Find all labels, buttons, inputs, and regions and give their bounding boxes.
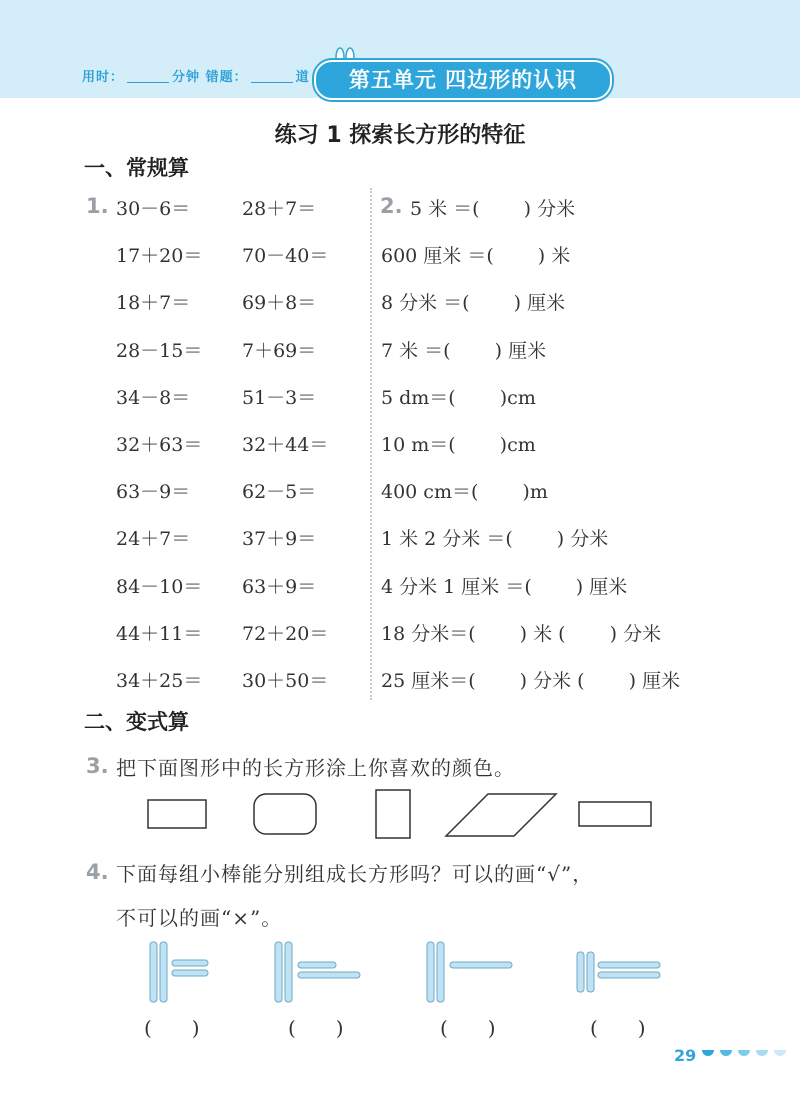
conversion-item-11: 25 厘米＝( ) 分米 ( ) 厘米 — [381, 670, 681, 692]
conversion-item-3: 8 分米 ＝( ) 厘米 — [381, 292, 566, 315]
exercise-col-b-11: 30＋50＝ — [242, 670, 329, 692]
shape-tall-rectangle[interactable] — [376, 790, 410, 838]
section-heading-1: 一、常规算 — [84, 156, 189, 180]
errors-blank — [251, 70, 293, 83]
exercise-col-a-8: 24＋7＝ — [116, 528, 191, 551]
conversion-item-7: 400 cm＝( )m — [381, 481, 548, 504]
exercise-col-a-1: 30－6＝ — [116, 198, 191, 220]
exercise-col-a-10: 44＋11＝ — [116, 622, 203, 645]
stick-group-4 — [577, 952, 660, 992]
exercise-col-a-3: 18＋7＝ — [116, 292, 191, 315]
answer-blank-1[interactable]: ( ) — [144, 1016, 200, 1040]
shapes-row — [0, 780, 800, 850]
exercise-col-b-5: 51－3＝ — [242, 386, 317, 409]
exercise-col-a-5: 34－8＝ — [116, 386, 191, 409]
conversion-item-4: 7 米 ＝( ) 厘米 — [381, 339, 547, 362]
page-decoration-icon — [700, 1048, 792, 1062]
count-unit: 道 — [295, 70, 310, 85]
exercise-col-b-10: 72＋20＝ — [242, 622, 329, 645]
exercise-col-a-7: 63－9＝ — [116, 481, 191, 504]
stick-group-1 — [150, 942, 208, 1002]
question-3-number: 3. — [86, 754, 109, 778]
exercise-col-a-4: 28－15＝ — [116, 339, 203, 362]
answer-blank-4[interactable]: ( ) — [590, 1016, 646, 1040]
shape-parallelogram[interactable] — [446, 794, 556, 836]
stick-group-3 — [427, 942, 512, 1002]
conversion-item-1: 5 米 ＝( ) 分米 — [410, 198, 576, 220]
conversion-item-10: 18 分米＝( ) 米 ( ) 分米 — [381, 622, 662, 645]
exercise-col-b-9: 63＋9＝ — [242, 575, 317, 598]
conversion-item-9: 4 分米 1 厘米 ＝( ) 厘米 — [381, 575, 628, 598]
shape-rounded-rectangle[interactable] — [254, 794, 316, 834]
exercise-col-b-2: 70－40＝ — [242, 245, 329, 268]
sticks-row — [0, 938, 800, 1008]
progress-meta — [82, 66, 310, 85]
conversion-item-8: 1 米 2 分米 ＝( ) 分米 — [381, 528, 609, 551]
question-3-text: 把下面图形中的长方形涂上你喜欢的颜色。 — [116, 756, 515, 780]
question-1-number: 1. — [86, 194, 109, 218]
exercise-col-b-8: 37＋9＝ — [242, 528, 317, 551]
exercise-col-a-11: 34＋25＝ — [116, 670, 203, 692]
unit-banner: 第五单元 四边形的认识 — [314, 60, 612, 100]
time-blank — [127, 70, 169, 83]
answer-blank-2[interactable]: ( ) — [288, 1016, 344, 1040]
exercise-col-b-4: 7＋69＝ — [242, 339, 317, 362]
exercise-col-a-2: 17＋20＝ — [116, 245, 203, 268]
question-4-number: 4. — [86, 860, 109, 884]
minute-unit: 分钟 — [172, 70, 201, 85]
question-4-text-line2: 不可以的画“×”。 — [116, 906, 283, 930]
answer-blank-3[interactable]: ( ) — [440, 1016, 496, 1040]
page-number: 29 — [674, 1046, 697, 1065]
stick-group-2 — [275, 942, 360, 1002]
time-label: 用时： — [82, 70, 125, 85]
exercise-col-b-1: 28＋7＝ — [242, 198, 317, 220]
column-divider — [370, 188, 372, 700]
conversion-item-5: 5 dm＝( )cm — [381, 386, 536, 409]
exercise-col-b-3: 69＋8＝ — [242, 292, 317, 315]
section-heading-2: 二、变式算 — [84, 710, 189, 734]
lesson-title: 练习 1 探索长方形的特征 — [274, 123, 526, 148]
exercise-col-b-7: 62－5＝ — [242, 481, 317, 504]
question-2-number: 2. — [380, 194, 403, 218]
exercise-col-b-6: 32＋44＝ — [242, 434, 329, 456]
exercise-col-a-6: 32＋63＝ — [116, 434, 203, 456]
question-4-text-line1: 下面每组小棒能分别组成长方形吗？可以的画“√”， — [116, 862, 594, 886]
conversion-item-2: 600 厘米 ＝( ) 米 — [381, 245, 571, 268]
conversion-item-6: 10 m＝( )cm — [381, 434, 536, 456]
shape-wide-rectangle-2[interactable] — [579, 802, 651, 826]
shape-wide-rectangle-1[interactable] — [148, 800, 206, 828]
errors-label: 错题： — [205, 70, 248, 85]
exercise-col-a-9: 84－10＝ — [116, 575, 203, 598]
